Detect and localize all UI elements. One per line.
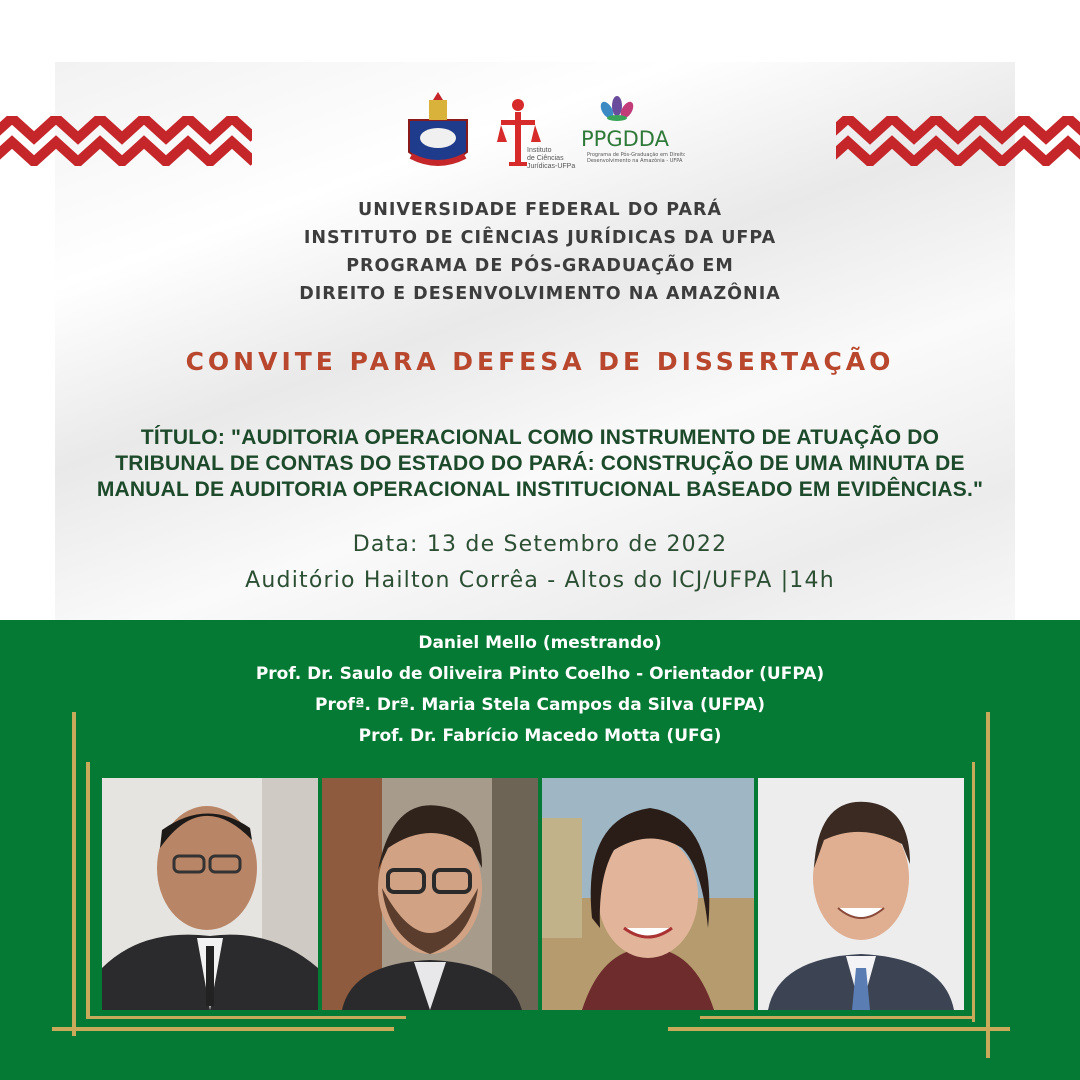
svg-text:Instituto: Instituto	[527, 147, 552, 154]
ppgdda-flower-icon	[598, 96, 636, 121]
ufpa-seal-icon	[409, 92, 467, 163]
institution-line: UNIVERSIDADE FEDERAL DO PARÁ	[357, 200, 723, 220]
photo-fabricio-motta	[758, 778, 964, 1010]
photo-maria-stela	[542, 778, 754, 1010]
committee-member: Prof. Dr. Fabrício Macedo Motta (UFG)	[358, 726, 722, 746]
thesis-title-block	[0, 425, 1080, 503]
invite-heading: CONVITE PARA DEFESA DE DISSERTAÇÃO	[185, 347, 895, 376]
institution-line: PROGRAMA DE PÓS-GRADUAÇÃO EM	[346, 256, 734, 276]
thesis-title-line: TÍTULO: "AUDITORIA OPERACIONAL COMO INSTRUMENTO DE ATUAÇÃO DO	[140, 426, 940, 449]
gold-frame-line	[72, 712, 76, 1036]
svg-text:Jurídicas-UFPa: Jurídicas-UFPa	[527, 163, 576, 170]
svg-text:Desenvolvimento na Amazônia -: Desenvolvimento na Amazônia - UFPA	[587, 158, 683, 164]
gold-frame-line	[986, 712, 990, 1058]
gold-frame-line	[52, 1027, 394, 1031]
icj-scales-icon	[497, 99, 575, 170]
institution-line: INSTITUTO DE CIÊNCIAS JURÍDICAS DA UFPA	[303, 228, 777, 248]
committee-member: Profª. Drª. Maria Stela Campos da Silva (UFPA)	[315, 695, 765, 715]
committee-list	[0, 628, 1080, 752]
svg-text:de Ciências: de Ciências	[527, 155, 564, 162]
ppgdda-name: PPGDDA	[581, 127, 669, 151]
logos-svg	[405, 90, 685, 180]
event-info	[0, 527, 1080, 599]
gold-frame-line	[668, 1027, 1010, 1031]
committee-member: Daniel Mello (mestrando)	[418, 633, 662, 653]
gold-frame-line	[972, 762, 975, 1022]
committee-member: Prof. Dr. Saulo de Oliveira Pinto Coelho - Orientador (UFPA)	[255, 664, 825, 684]
event-date: Data: 13 de Setembro de 2022	[352, 532, 728, 557]
zigzag-left-decoration	[0, 116, 252, 166]
gold-frame-line	[86, 1016, 406, 1019]
event-location: Auditório Hailton Corrêa - Altos do ICJ/UFPA |14h	[245, 568, 835, 593]
zigzag-right-decoration	[836, 116, 1080, 166]
photo-daniel-mello	[102, 778, 318, 1010]
thesis-title-line: MANUAL DE AUDITORIA OPERACIONAL INSTITUCIONAL BASEADO EM EVIDÊNCIAS."	[96, 478, 984, 501]
logo-row	[405, 90, 685, 180]
institution-block	[0, 196, 1080, 308]
thesis-title-line: TRIBUNAL DE CONTAS DO ESTADO DO PARÁ: CONSTRUÇÃO DE UMA MINUTA DE	[115, 452, 965, 475]
gold-frame-line	[700, 1016, 975, 1019]
gold-frame-line	[86, 762, 90, 1018]
institution-line: DIREITO E DESENVOLVIMENTO NA AMAZÔNIA	[299, 284, 781, 304]
photo-saulo-coelho	[322, 778, 538, 1010]
svg-text:Programa de Pós-Graduação em D: Programa de Pós-Graduação em Direito e	[587, 152, 685, 158]
